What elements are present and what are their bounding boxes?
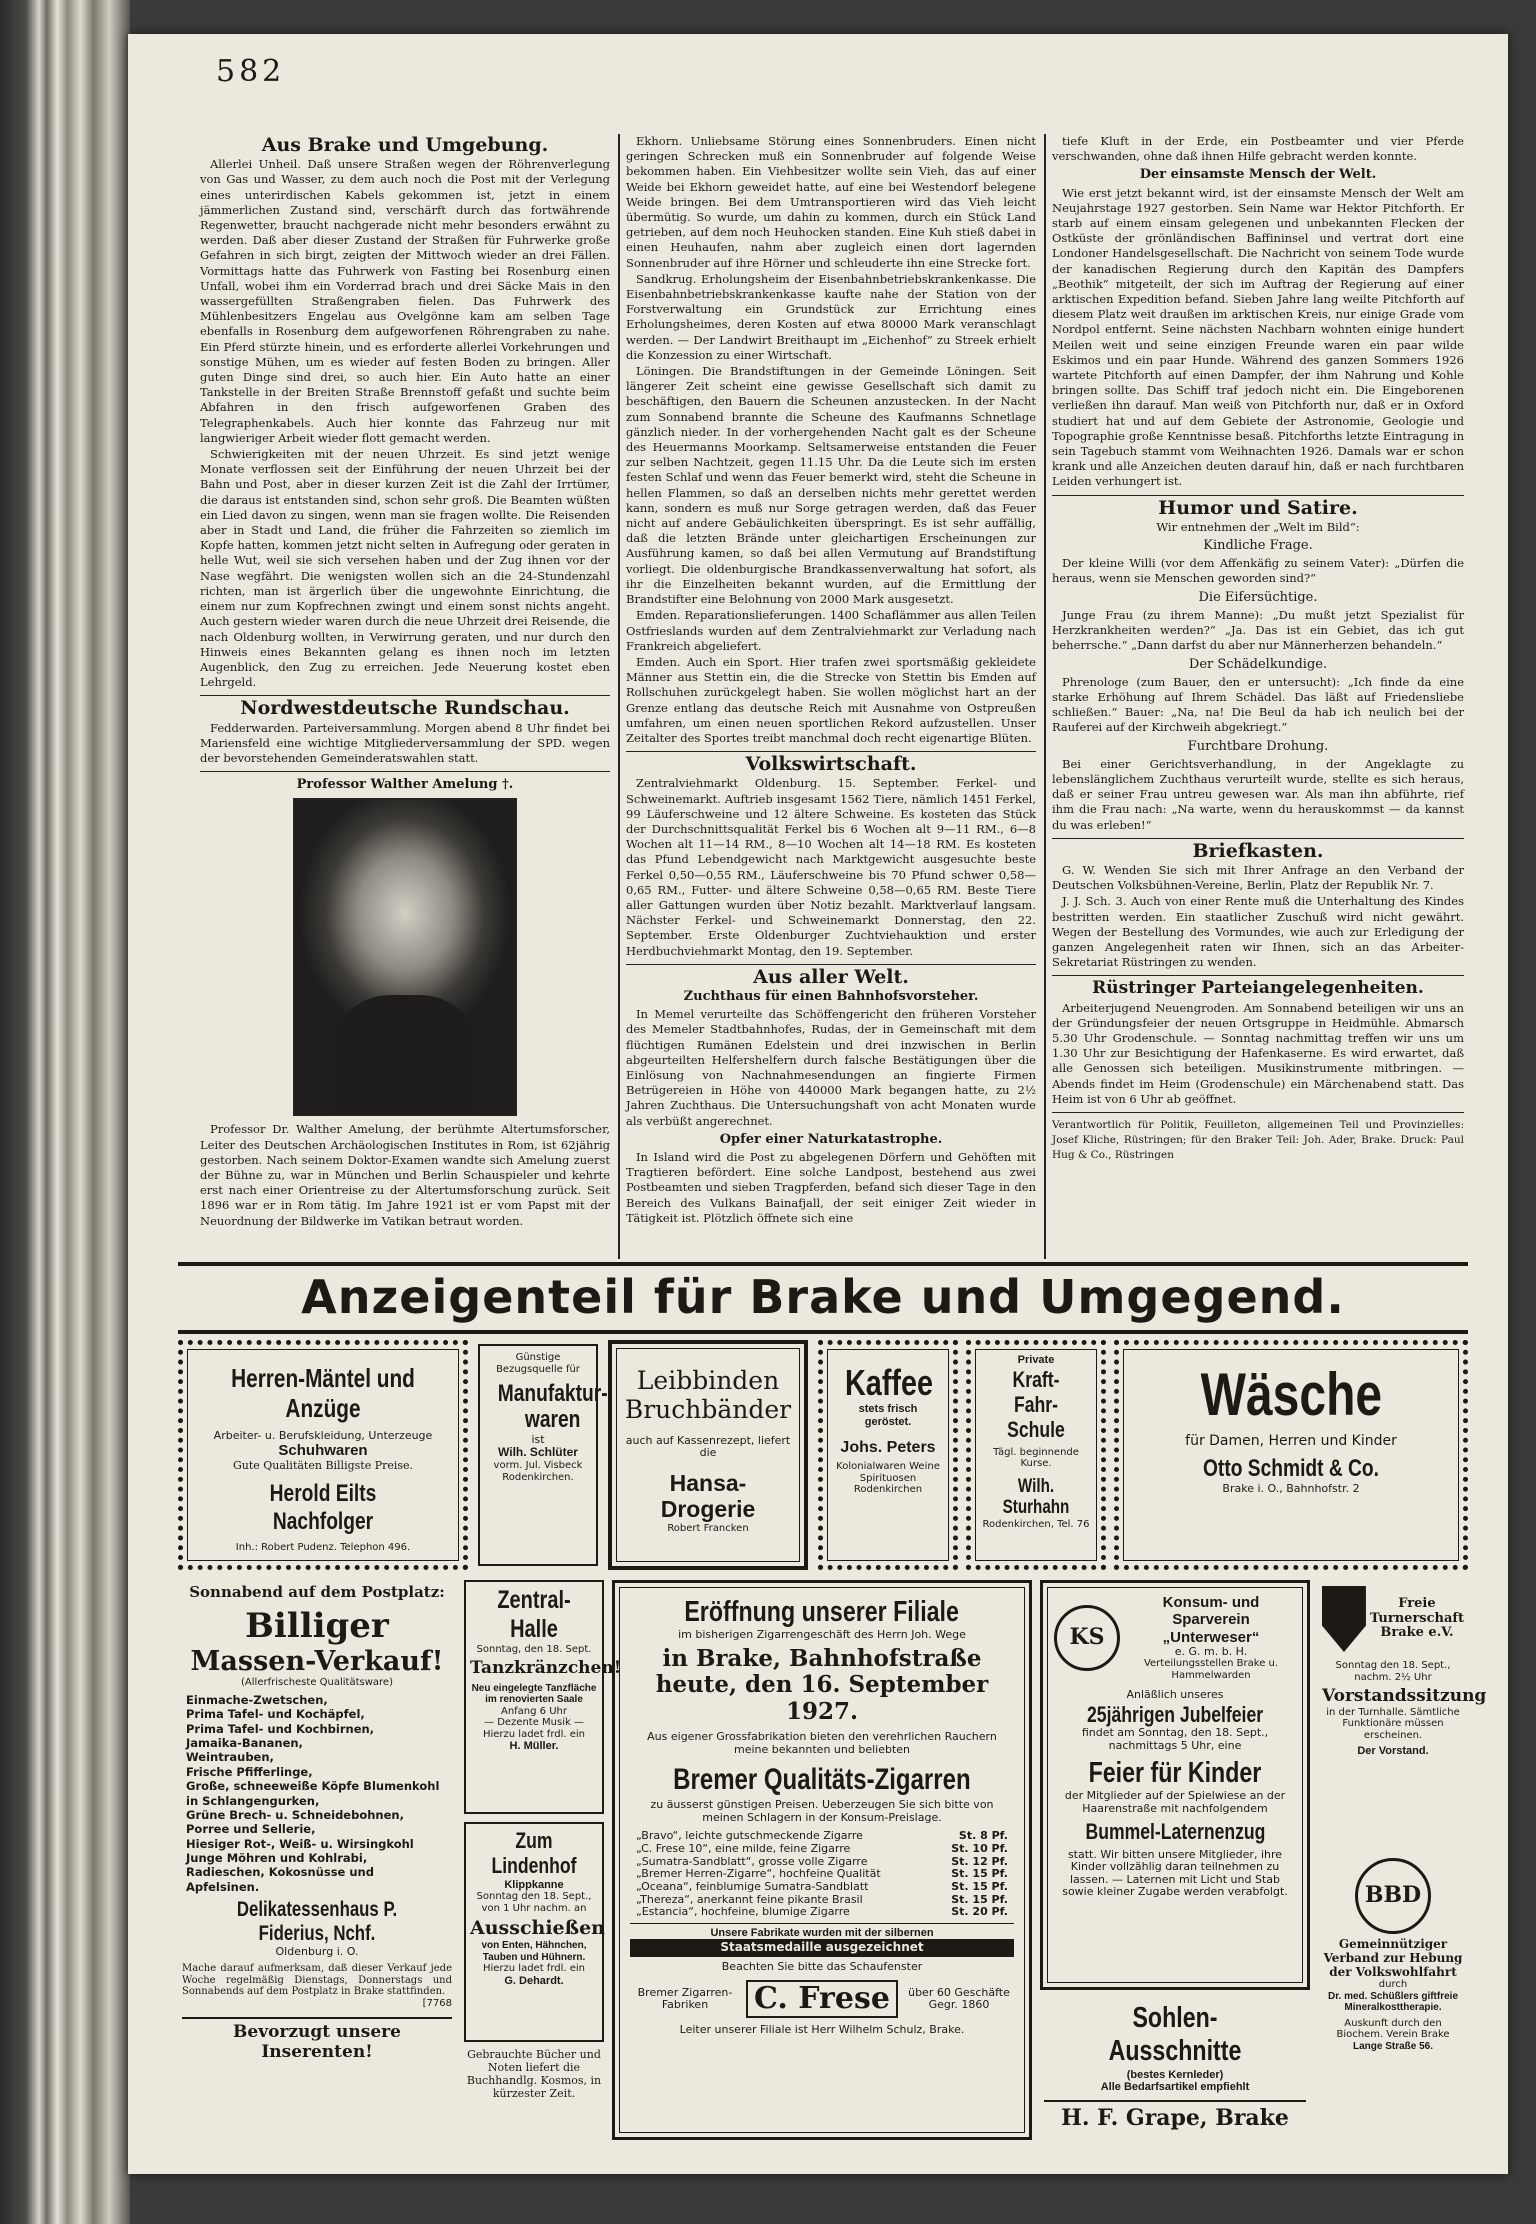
subheading-zuchthaus: Zuchthaus für einen Bahnhofsvorsteher.	[683, 988, 979, 1004]
humor-3: Phrenologe (zum Bauer, den er untersucht): „Ich finde da eine starke Erhöhung auf Ihrem Schädel. Das läßt auf Friedensliebe schließen.“ Bauer: „Na, na! Die Beul da hab ich neulich bei der Rauferei auf der Kirchweih abgekriegt.“	[1052, 674, 1464, 735]
column-rule	[1044, 134, 1046, 1259]
produce-item: Frische Pfifferlinge,	[186, 1764, 313, 1779]
article-memel: In Memel verurteilte das Schöffengericht den früheren Vorsteher des Memeler Stadtbahnhofes, Rudas, der in Gemeinschaft mit dem flüchtigen Rumänen Edelstein und drei inzwischen in Berlin abgeurteilten Helfershelfern durch falsche Bestätigungen über die Einlösung von Nachnahmesendungen an fingierte Firmen Betrügereien in Höhe von 440000 Mark begangen hatte, zu 2½ Jahren Zuchthaus. Die Untersuchungshaft von acht Monaten wurde als verbüßt angerechnet.	[626, 1007, 1036, 1128]
produce-list	[186, 1693, 448, 1894]
turner-emblem	[1322, 1586, 1366, 1652]
produce-item: Porree und Sellerie,	[186, 1822, 316, 1837]
column-1	[200, 134, 610, 1284]
article-island-cont: tiefe Kluft in der Erde, ein Postbeamter und vier Pferde verschwanden, ohne daß ihnen Hilfe gebracht werden konnte.	[1052, 134, 1464, 164]
subheading-naturkatastrophe: Opfer einer Naturkatastrophe.	[719, 1131, 943, 1147]
produce-item: Apfelsinen.	[186, 1879, 260, 1894]
heading-brake: Aus Brake und Umgebung.	[261, 134, 549, 156]
ad-lindenhof: Zum Lindenhof Klippkanne Sonntag den 18. Sept., von 1 Uhr nachm. an Ausschießen von Enten, Hähnchen, Tauben und Hühnern. Hierzu ladet frdl. ein G. Dehardt.	[464, 1822, 604, 2042]
cigar-price-list	[636, 1830, 1008, 1918]
humor-1: Der kleine Willi (vor dem Affenkäfig zu seinem Vater): „Dürfen die heraus, wenn sie Menschen geworden sind?“	[1052, 556, 1464, 586]
divider	[1052, 838, 1464, 839]
produce-item: Weintrauben,	[186, 1750, 274, 1765]
divider	[200, 771, 610, 772]
article-loeningen: Löningen. Die Brandstiftungen in der Gemeinde Löningen. Seit längerer Zeit scheint eine gewisse Gesellschaft sich damit zu beschäftigen, den Bauern die Scheunen anzustecken. In der Nacht zum Sonnabend brannte die Scheune des Kaufmanns Schnetlage gänzlich nieder. In der vorhergehenden Nacht galt es der Scheune des Heuermanns Moorkamp. Seltsamerweise entstanden die Feuer zur selben Nachtzeit, gegen 11.15 Uhr. Da die Leute sich im ersten festen Schlaf und wenn das Feuer bemerkt wird, steht die Scheune in hellen Flammen, so daß an derselben nichts mehr gerettet werden kann, sondern es muß nur Sorge getragen werden, daß das Feuer nicht auf andere Gebäulichkeiten überspringt. Es ist sehr auffällig, daß die letzten Brände unter gleichartigen Erscheinungen zur Ausführung kamen, so daß bei allen Vermutung auf Brandstiftung vorliegt. Die oldenburgische Brandkassenverwaltung hat sofort, als ihr die Einzelheiten bekannt wurden, auf die Ermittlung der Brandstifter eine Belohnung von 2000 Mark ausgesetzt.	[626, 364, 1036, 607]
column-2	[626, 134, 1036, 1259]
cigar-price: St. 15 Pf.	[951, 1867, 1008, 1881]
ad-zentral-halle: Zentral-Halle Sonntag, den 18. Sept. Tanzkränzchen! Neu eingelegte Tanzfläche im renovierten Saale Anfang 6 Uhr — Dezente Musik — Hierzu ladet frdl. ein H. Müller.	[464, 1580, 604, 1814]
ad-leibbinden: Leibbinden Bruchbänder auch auf Kassenrezept, liefert die Hansa-Drogerie Robert Francken	[608, 1340, 808, 1570]
ad-freie-turnerschaft: Freie Turnerschaft Brake e.V. Sonntag den 18. Sept., nachm. 2½ Uhr Vorstandssitzung in der Turnhalle. Sämtliche Funktionäre müssen erscheinen. Der Vorstand.	[1318, 1580, 1468, 1842]
produce-item: Einmache-Zwetschen,	[186, 1692, 328, 1707]
article-emden-1: Emden. Reparationslieferungen. 1400 Schaflämmer aus allen Teilen Ostfrieslands wurden auf dem Zentralviehmarkt zur Verladung nach Frankreich abgeliefert.	[626, 608, 1036, 653]
portrait-photo	[293, 798, 517, 1116]
ad-manufakturwaren: Günstige Bezugsquelle für Manufaktur-waren ist Wilh. Schlüter vorm. Jul. Visbeck Rodenkirchen.	[478, 1344, 598, 1566]
ad-konsumverein: KS Konsum- und Sparverein „Unterweser“ e. G. m. b. H. Verteilungsstellen Brake u. Hammelwarden Anläßlich unseres 25jährigen Jubelfeier findet am Sonntag, den 18. Sept., nachmittags 5 Uhr, eine Feier für Kinder der Mitglieder auf der Spielwiese an der Haarenstraße mit nachfolgendem Bummel-Laternenzug statt. Wir bitten unsere Mitglieder, ihre Kinder vollzählig daran teilnehmen zu lassen. — Laternen mit Licht und Stab sowie kleiner Zugabe werden verabfolgt.	[1040, 1580, 1310, 1990]
humor-title-3: Der Schädelkundige.	[1188, 656, 1328, 672]
produce-item: Grüne Brech- u. Schneidebohnen,	[186, 1807, 404, 1822]
section-rule	[178, 1330, 1468, 1334]
article-unheil: Allerlei Unheil. Daß unsere Straßen wegen der Röhrenverlegung von Gas und Wasser, zu dem auch noch die Post mit der Verlegung eines unterirdischen Kabels gekommen ist, jetzt in einem jämmerlichen Zustand sind, verschärft durch das fortwährende Regenwetter, braucht nachgerade nicht mehr besonders erwähnt zu werden. Daß aber dieser Zustand der Straßen für Fuhrwerke große Gefahren in sich birgt, zeigten der Mittwoch wieder an drei Fällen. Vormittags hatte das Fuhrwerk von Fasting bei Rosenburg einen Unfall, wobei ihm ein Vorderrad brach und drei Säcke Mais in den wassergefüllten Straßengraben fielen. Das Fuhrwerk des Mühlenbesitzers Engelau aus Ovelgönne kam am selben Tage ebenfalls in Rosenburg dem aufgeworfenen Röhrengraben zu nahe. Ein Pferd stürzte hinein, und es erforderte allerlei Vorkehrungen und sonstige Mühen, um es wieder auf festen Boden zu bringen. Aller guten Dinge sind drei, so auch hier. Ein Auto hatte an einer Tankstelle in der Breiten Straße Brennstoff gefaßt und suchte beim Abfahren in den frisch aufgeworfenen Graben des Telegraphenkabels. Auch hier konnte das Fahrzeug nur mit langwieriger Arbeit wieder flott gemacht werden.	[200, 157, 610, 445]
cigar-name: „Bravo“, leichte gutschmeckende Zigarre	[636, 1829, 863, 1843]
ad-kaffee: Kaffee stets frisch geröstet. Johs. Peters Kolonialwaren Weine Spirituosen Rodenkirchen	[818, 1340, 958, 1570]
buchhandlung-notice: Gebrauchte Bücher und Noten liefert die Buchhandlg. Kosmos, in kürzester Zeit.	[466, 2048, 602, 2100]
column-rule	[618, 134, 620, 1259]
divider	[626, 964, 1036, 965]
divider	[1052, 975, 1464, 976]
humor-title-1: Kindliche Frage.	[1203, 538, 1313, 554]
photo-title: Professor Walther Amelung †.	[296, 777, 514, 793]
cigar-name: „Oceana“, feinblumige Sumatra-Sandblatt	[636, 1879, 869, 1893]
ad-waesche: Wäsche für Damen, Herren und Kinder Otto Schmidt & Co. Brake i. O., Bahnhofstr. 2	[1114, 1340, 1468, 1570]
heading-humor: Humor und Satire.	[1158, 496, 1358, 519]
ad-section-banner: Anzeigenteil für Brake und Umgegend.	[301, 1270, 1345, 1324]
produce-item: Hiesiger Rot-, Weiß- u. Wirsingkohl	[186, 1836, 414, 1851]
subheading-einsamste: Der einsamste Mensch der Welt.	[1139, 167, 1377, 183]
produce-item: Jamaika-Bananen,	[186, 1736, 303, 1751]
divider	[1052, 495, 1464, 496]
cigar-name: „Sumatra-Sandblatt“, grosse volle Zigarre	[636, 1854, 868, 1868]
column-3	[1052, 134, 1464, 1259]
article-viehmarkt: Zentralviehmarkt Oldenburg. 15. September. Ferkel- und Schweinemarkt. Auftrieb insgesamt 1562 Tiere, nämlich 1451 Ferkel, 99 Läuferschweine und 12 ältere Schweine. Es kosteten das Stück der Durchschnittsqualität Ferkel bis 6 Wochen alt 9—11 RM., 6—8 Wochen alt 11—14 RM., 8—10 Wochen alt 14—18 RM. Es kosteten das Pfund Lebendgewicht nach Marktgewicht ausgesuchte beste Ferkel 0,50—0,55 RM., Läuferschweine bis 70 Pfund schwer 0,58—0,65 RM., Futter- und ältere Schweine 0,58—0,65 RM. Beste Tiere aller Gattungen wurden über Notiz bezahlt. Marktverlauf langsam. Nächster Ferkel- und Schweinemarkt Donnerstag, den 22. September. Erste Oldenburger Zuchtviehauktion und erster Herdbuchviehmarkt Montag, den 19. September.	[626, 776, 1036, 958]
article-fedderwarden: Fedderwarden. Parteiversammlung. Morgen abend 8 Uhr findet bei Mariensfeld eine wichtige Mitgliederversammlung der SPD. wegen der bevorstehenden Gemeinderatswahlen statt.	[200, 720, 610, 765]
article-ekhorn: Ekhorn. Unliebsame Störung eines Sonnenbruders. Einen nicht geringen Schrecken muß ein Sonnenbruder auf folgende Weise bekommen haben. Ein Viehbesitzer wollte sein Vieh, das auf einer Weide bei Ekhorn geweidet hatte, auf eine bei Westendorf belegene Weide bringen. Bei dem Umtransportieren wird das Vieh leicht übermütig. So wurde, um dahin zu kommen, durch ein Stück Land getrieben, auf dem noch Heuhocken standen. Eine Kuh stieß dabei in einen Heuhaufen, nahm aber zugleich einen dort lagernden Sonnenbruder auf ihre Hörner und schleuderte ihn eine Strecke fort.	[626, 134, 1036, 270]
heading-briefkasten: Briefkasten.	[1192, 839, 1324, 862]
ad-sohlen-ausschnitte: Sohlen-Ausschnitte (bestes Kernleder) Alle Bedarfsartikel empfiehlt H. F. Grape, Brake	[1040, 1998, 1310, 2132]
produce-item: in Schlangengurken,	[186, 1793, 320, 1808]
cigar-price: St. 10 Pf.	[951, 1842, 1008, 1855]
article-emden-2: Emden. Auch ein Sport. Hier trafen zwei sportsmäßig gekleidete Männer aus Stettin ein, die die Strecke von Stettin bis Emden auf Rollschuhen zurückgelegt haben. Sie wollen möglichst hart an der Grenze entlang das deutsche Reich mit Ausnahme von Ostpreußen umfahren, um einen neuen sportlichen Rekord aufzustellen. Unser Zeitalter des Sportes treibt manchmal doch recht eigenartige Blüten.	[626, 654, 1036, 745]
divider	[1052, 1112, 1464, 1113]
heading-nordwest: Nordwestdeutsche Rundschau.	[240, 697, 570, 720]
produce-item: Junge Möhren und Kohlrabi,	[186, 1851, 368, 1866]
article-sandkrug: Sandkrug. Erholungsheim der Eisenbahnbetriebskrankenkasse. Die Eisenbahnbetriebskrankenkasse kaufte nahe der Station von der Forstverwaltung ein Grundstück zur Errichtung eines Erholungsheimes, deren Kosten auf etwa 80000 Mark veranschlagt werden. — Der Landwirt Breithaupt im „Eichenhof“ zu Streek erhielt die Konzession zu einer Wirtschaft.	[626, 271, 1036, 362]
cigar-price: St. 8 Pf.	[958, 1829, 1008, 1843]
humor-title-2: Die Eifersüchtige.	[1198, 589, 1318, 605]
cigar-price: St. 15 Pf.	[951, 1892, 1008, 1906]
humor-title-4: Furchtbare Drohung.	[1187, 738, 1329, 754]
article-uhrzeit: Schwierigkeiten mit der neuen Uhrzeit. Es sind jetzt wenige Monate verflossen seit der Einführung der neuen Uhrzeit bei der Bahn und Post, aber in dieser kurzen Zeit ist die Zahl der Irrtümer, die daraus ist entstanden sind, schon sehr groß. Die Beamten wüßten ein Lied davon zu singen, wenn man sie fragen wollte. Die Reisenden aber in Stadt und Land, die früher die Fahrzeiten so ziemlich im Kopfe hatten, kommen jetzt nicht selten in Aufregung oder geraten in helle Wut, weil sie sich versehen haben und der Zug ihnen vor der Nase wegfährt. Die wenigsten wollen sich an die 24-Stundenzahl richten, man ist ärgerlich über die ungewohnte Einrichtung, die einem nur zum Kopfrechnen zwingt und einem sonst nichts angeht. Auch gestern wieder waren durch die neue Uhrzeit drei Reisende, die nach Oldenburg wollten, in Verwirrung geraten, und nur durch den Hinweis eines Bekannten gelang es ihnen noch im letzten Augenblick, den Zug zu erreichen. Jede Neuerung kostet eben Lehrgeld.	[200, 447, 610, 690]
divider	[200, 695, 610, 696]
cigar-name: „Bremer Herren-Zigarre“, hochfeine Qualität	[636, 1867, 881, 1881]
article-arbeiterjugend: Arbeiterjugend Neuengroden. Am Sonnabend beteiligen wir uns an der Gründungsfeier der neuen Ortsgruppe in Heidmühle. Abmarsch 5.30 Uhr Grodenschule. — Sonntag nachmittag treffen wir uns um 1.30 Uhr zur Besichtigung der Hafenkaserne. Es wird erwartet, daß alle Genossen sich beteiligen. Musikinstrumente mitbringen. — Abends findet im Heim (Grodenschule) ein Märchenabend statt. Das Heim ist von 6 Uhr ab geöffnet.	[1052, 1000, 1464, 1106]
bbd-logo: BBD	[1355, 1858, 1431, 1934]
cigar-price: St. 20 Pf.	[951, 1905, 1008, 1919]
produce-item: Große, schneeweiße Köpfe Blumenkohl	[186, 1779, 440, 1794]
produce-item: Prima Tafel- und Kochbirnen,	[186, 1721, 375, 1736]
article-einsamste: Wie erst jetzt bekannt wird, ist der einsamste Mensch der Welt am Neujahrstage 1927 gestorben. Sein Name war Hektor Pitchforth. Er starb auf einem einsam gelegenen und unbekannten Flecken der Ostküste der grönländischen Baffininsel und vertrat dort eine Londoner Handelsgesellschaft. Die Nachricht von seinem Tode wurde der kanadischen Regierung durch den Kapitän des Dampfers „Beothik“ mitgeteilt, der sich im Auftrag der Regierung auf einer arktischen Expedition befand. Sieben Jahre lang weilte Pitchforth auf diesem Platz weit draußen im arktischen Kreis, nur einige Grade vom Nordpol entfernt. Seine nächsten Nachbarn wohnten einige hundert Meilen weit und seine einzigen Freunde waren ein paar wilde Eskimos und ein paar Hunde. Während des ganzen Sommers 1926 wartete Pitchforth auf einen Dampfer, der ihm Nahrung und Kohle bringen sollte. Das Schiff traf jedoch nicht ein. Die Eingeborenen verließen ihn darauf. Man weiß von Pitchforth nur, daß er in Oxford studiert hat und auf dem Gebiete der Astronomie, Geologie und Topographie große Kenntnisse besaß. Pitchforths letzte Eintragung in sein Tagebuch stammt vom Weihnachten 1926. Damals war er schon krank und alle Anzeichen deuten darauf hin, daß er nach furchtbaren Leiden verhungert ist.	[1052, 185, 1464, 489]
cigar-name: „C. Frese 10“, eine milde, feine Zigarre	[636, 1842, 851, 1855]
cigar-price: St. 15 Pf.	[951, 1879, 1008, 1893]
heading-volkswirtschaft: Volkswirtschaft.	[745, 753, 917, 776]
divider	[626, 751, 1036, 752]
newspaper-page	[128, 34, 1508, 2174]
briefkasten-2: J. J. Sch. 3. Auch von einer Rente muß die Unterhaltung des Kindes bestritten werden. Ein staatlicher Zuschuß wird nicht gewährt. Wegen der Bestellung des Vormundes, wie auch zur Erledigung der ganzen Angelegenheit raten wir Ihnen, sich an das Arbeiter-Sekretariat Rüstringen zu wenden.	[1052, 894, 1464, 970]
impressum: Verantwortlich für Politik, Feuilleton, allgemeinen Teil und Provinzielles: Josef Kliche, Rüstringen; für den Braker Teil: Joh. Ader, Brake. Druck: Paul Hug & Co., Rüstringen	[1052, 1118, 1464, 1162]
cigar-name: „Thereza“, anerkannt feine pikante Brasil	[636, 1892, 863, 1906]
produce-item: Prima Tafel- und Kochäpfel,	[186, 1707, 365, 1722]
produce-item: Radieschen, Kokosnüsse und	[186, 1865, 374, 1880]
heading-aus-aller-welt: Aus aller Welt.	[753, 965, 909, 988]
humor-4: Bei einer Gerichtsverhandlung, in der Angeklagte zu lebenslänglichem Zuchthaus verurteilt wurde, stellte es sich heraus, daß er seiner Frau untreu gewesen war. Als man ihn abführte, rief ihm die Frau nach: „Na warte, wenn du herauskommst — da kannst du was erleben!“	[1052, 756, 1464, 832]
cigar-price: St. 12 Pf.	[951, 1854, 1008, 1868]
humor-intro: Wir entnehmen der „Welt im Bild“:	[1156, 519, 1360, 534]
briefkasten-1: G. W. Wenden Sie sich mit Ihrer Anfrage an den Verband der Deutschen Volksbühnen-Vereine, Berlin, Platz der Republik Nr. 7.	[1052, 862, 1464, 893]
humor-2: Junge Frau (zu ihrem Manne): „Du mußt jetzt Spezialist für Herzkrankheiten werden?“ „Ja. Das ist ein Gebiet, das ich gut beherrsche.“ „Dann darfst du aber nur Männerherzen behandeln.“	[1052, 607, 1464, 653]
ad-kraftfahrschule: Private Kraft-Fahr-Schule Tägl. beginnende Kurse. Wilh. Sturhahn Rodenkirchen, Tel. 76	[966, 1340, 1106, 1570]
cigar-row	[636, 1843, 1008, 1856]
ad-herren-maentel: Herren-Mäntel und Anzüge Arbeiter- u. Berufskleidung, Unterzeuge Schuhwaren Gute Qualitäten Billigste Preise. Herold Eilts Nachfolger Inh.: Robert Pudenz. Telephon 496.	[178, 1340, 468, 1570]
page-number: 582	[216, 54, 286, 89]
cigar-name: „Estancia“, hochfeine, blumige Zigarre	[636, 1905, 850, 1919]
ad-eroeffnung-filiale: Eröffnung unserer Filiale im bisherigen Zigarrengeschäft des Herrn Joh. Wege in Brake, Bahnhofstraße heute, den 16. September 1927. Aus eigener Grossfabrikation bieten den verehrlichen Rauchern meine bekannten und beliebten Bremer Qualitäts-Zigarren zu äusserst günstigen Preisen. Ueberzeugen Sie sich bitte von meinen Schlagern in der Konsum-Preislage. „Bravo“, leichte gutschmeckende Zigarre St. 8 Pf. „C. Frese 10“, eine milde, feine Zigarre St. 10 Pf. „Sumatra-Sandblatt“, grosse volle Zigarre St. 12 Pf. „Bremer Herren-Zigarre“, hochfeine Qualität St. 15 Pf. „Oceana“, feinblumige Sumatra-Sandblatt St. 15 Pf. „Thereza“, anerkannt feine pikante Brasil St. 15 Pf. „Estancia“, hochfeine, blumige Zigarre St. 20 Pf. Unsere Fabrikate wurden mit der silbernen Staatsmedaille ausgezeichnet Beachten Sie bitte das Schaufenster Bremer Zigarren-Fabriken C. Frese über 60 Geschäfte Gegr. 1860 Leiter unserer Filiale ist Herr Wilhelm Schulz, Brake.	[612, 1580, 1032, 2140]
section-rule	[178, 1262, 1468, 1266]
article-island: In Island wird die Post zu abgelegenen Dörfern und Gehöften mit Tragtieren befördert. Eine solche Landpost, bestehend aus zwei Postbeamten und sieben Tragpferden, befand sich dieser Tage in den Bereich des Vulkans Bainafjall, der seit einiger Zeit wieder in Tätigkeit ist. Plötzlich öffnete sich eine	[626, 1150, 1036, 1225]
konsum-logo: KS	[1054, 1605, 1120, 1671]
ad-massen-verkauf: Sonnabend auf dem Postplatz: Billiger Massen-Verkauf! (Allerfrischeste Qualitätsware) Einmache-Zwetschen, Prima Tafel- und Kochäpfel, Prima Tafel- und Kochbirnen, Jamaika-Bananen, Weintrauben, Frische Pfifferlinge, Große, schneeweiße Köpfe Blumenkohl in Schlangengurken, Grüne Brech- u. Schneidebohnen, Porree und Sellerie, Hiesiger Rot-, Weiß- u. Wirsingkohl Junge Möhren und Kohlrabi, Radieschen, Kokosnüsse und Apfelsinen. Delikatessenhaus P. Fiderius, Nchf. Oldenburg i. O. Mache darauf aufmerksam, daß dieser Verkauf jede Woche regelmäßig Dienstags, Donnerstags und Sonnabends auf dem Postplatz in Brake stattfinden. [7768 Bevorzugt unsere Inserenten!	[182, 1583, 452, 2062]
heading-ruestringer: Rüstringer Parteiangelegenheiten.	[1092, 978, 1424, 999]
book-binding	[0, 0, 130, 2224]
cigar-row	[636, 1881, 1008, 1894]
cigar-row	[636, 1906, 1008, 1919]
photo-caption: Professor Dr. Walther Amelung, der berühmte Altertumsforscher, Leiter des Deutschen Archäologischen Institutes in Rom, ist 62jährig gestorben. Nach seinem Doktor-Examen wandte sich Amelung zuerst der Bühne zu, war in München und Berlin Schauspieler und kehrte erst nach einer Orientreise zu der Altertumsforschung zurück. Seit 1896 war er in Rom tätig. Im Jahre 1921 ist er vom Papst mit der Neuordnung der Bildwerke im Vatikan betraut worden.	[200, 1122, 610, 1228]
ad-biochem-verband: BBD Gemeinnütziger Verband zur Hebung der Volkswohlfahrt durch Dr. med. Schüßlers giftfreie Mineralkosttherapie. Auskunft durch den Biochem. Verein Brake Lange Straße 56.	[1318, 1850, 1468, 2132]
